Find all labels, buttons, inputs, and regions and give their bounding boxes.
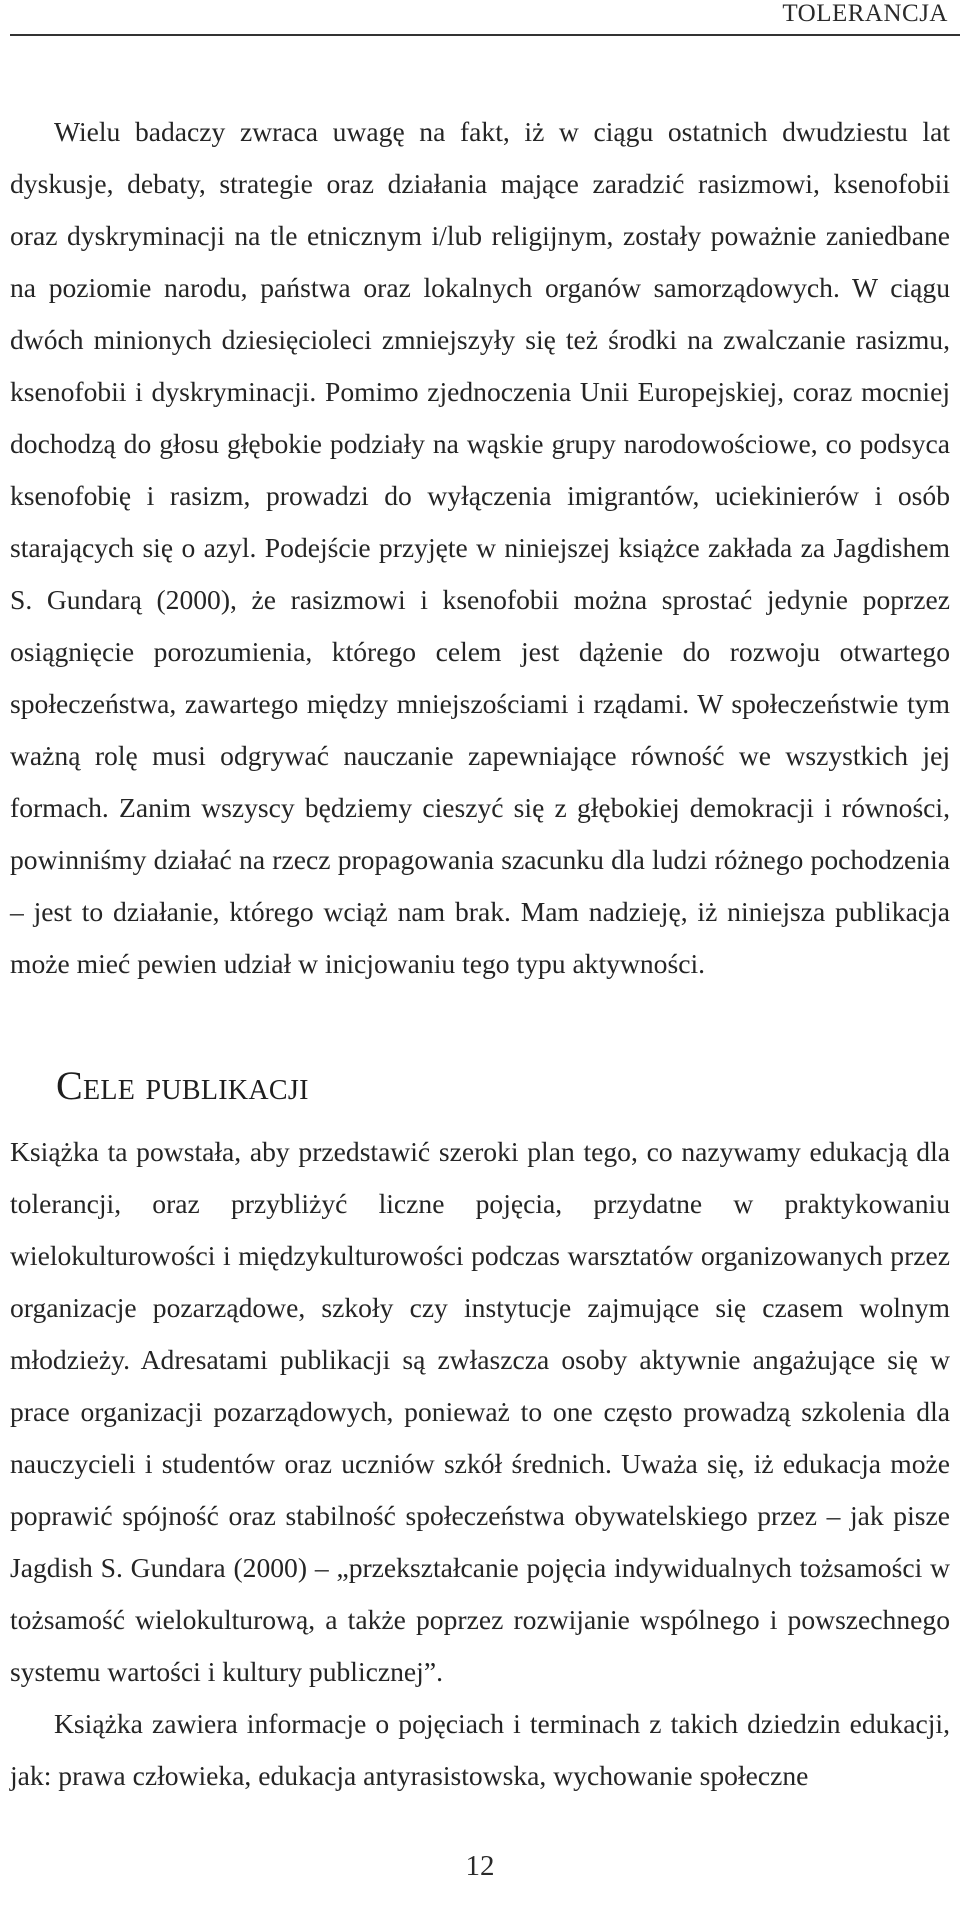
section-paragraph-2: Książka zawiera informacje o pojęciach i terminach z takich dziedzin edukacji, jak: prawa człowieka, edukacja antyrasistowska, wychowanie społeczne: [10, 1708, 950, 1791]
intro-paragraph: Wielu badaczy zwraca uwagę na fakt, iż w ciągu ostatnich dwudziestu lat dyskusje, debaty, strategie oraz działania mające zaradzić rasizmowi, ksenofobii oraz dyskryminacji na tle etnicznym i/lub religijnym, zostały poważnie zaniedbane na poziomie narodu, państwa oraz lokalnych organów samorządowych. W ciągu dwóch minionych dziesięcioleci zmniejszyły się też środki na zwalczanie rasizmu, ksenofobii i dyskryminacji. Pomimo zjednoczenia Unii Europejskiej, coraz mocniej dochodzą do głosu głębokie podziały na wąskie grupy narodowościowe, co podsyca ksenofobię i rasizm, prowadzi do wyłączenia imigrantów, uciekinierów i osób starających się o azyl. Podejście przyjęte w niniejszej książce zakłada za Jagdishem S. Gundarą (2000), że rasizmowi i ksenofobii można sprostać jedynie poprzez osiągnięcie porozumienia, którego celem jest dążenie do rozwoju otwartego społeczeństwa, zawartego między mniejszościami i rządami. W społeczeństwie tym ważną rolę musi odgrywać nauczanie zapewniające równość we wszystkich jej formach. Zanim wszyscy będziemy cieszyć się z głębokiej demokracji i równości, powinniśmy działać na rzecz propagowania szacunku dla ludzi różnego pochodzenia – jest to działanie, którego wciąż nam brak. Mam nadzieję, iż niniejsza publikacja może mieć pewien udział w inicjowaniu tego typu aktywności.: [10, 116, 950, 979]
running-title: TOLERANCJA: [782, 0, 948, 27]
page-number: 12: [465, 1850, 495, 1882]
section-heading: Cele publikacji: [56, 1063, 309, 1108]
section-body: [10, 1126, 950, 1802]
running-header: [0, 0, 960, 40]
header-rule: [10, 34, 960, 36]
intro-text: [10, 106, 950, 990]
section-paragraph-1: Książka ta powstała, aby przedstawić szeroki plan tego, co nazywamy edukacją dla tolerancji, oraz przybliżyć liczne pojęcia, przydatne w praktykowaniu wielokulturowości i międzykulturowości podczas warsztatów organizowanych przez organizacje pozarządowe, szkoły czy instytucje zajmujące się czasem wolnym młodzieży. Adresatami publikacji są zwłaszcza osoby aktywnie angażujące się w prace organizacji pozarządowych, ponieważ to one często prowadzą szkolenia dla nauczycieli i studentów oraz uczniów szkół średnich. Uważa się, iż edukacja może poprawić spójność oraz stabilność społeczeństwa obywatelskiego przez – jak pisze Jagdish S. Gundara (2000) – „przekształcanie pojęcia indywidualnych tożsamości w tożsamość wielokulturową, a także poprzez rozwijanie wspólnego i powszechnego systemu wartości i kultury publicznej”.: [10, 1136, 950, 1687]
